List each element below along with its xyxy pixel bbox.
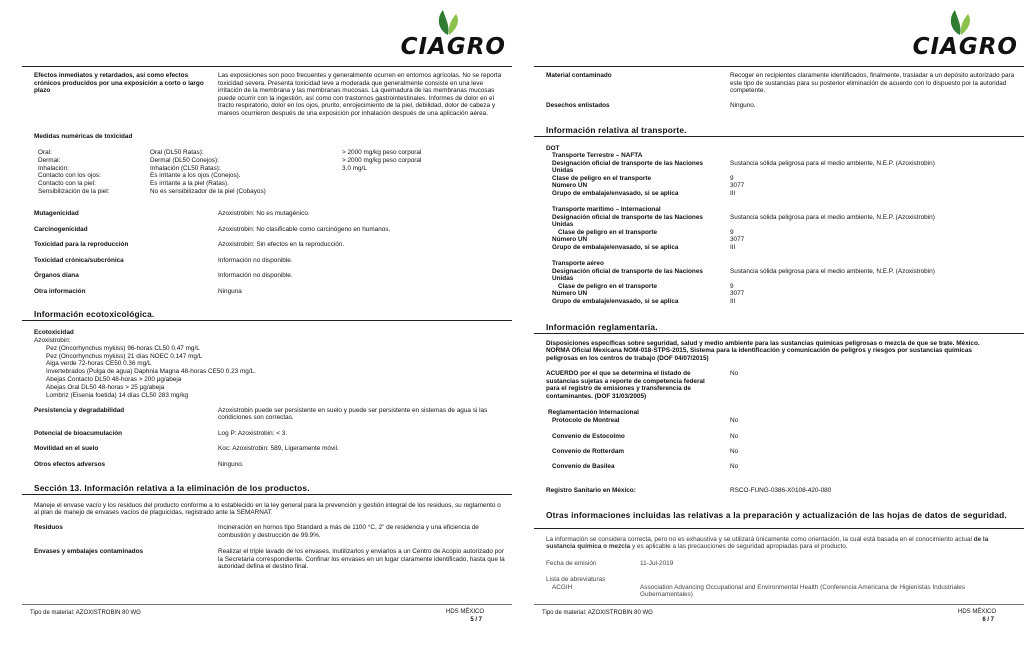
acuerdo-label: ACUERDO por el que se determina el listado de sustancias sujetas a reporte de competencia federal para el registro de emisiones y transferencia de contaminantes. (DOF 31/03/2005) xyxy=(546,370,705,400)
transport-un-label: Número UN xyxy=(552,182,588,189)
prop-label: Órganos diana xyxy=(34,272,79,279)
efectos-value: Las exposiciones son poco frecuentes y generalmente ocurren en entornos agrícolas. No se reporta toxicidad severa. Presenta toxicidad leve a moderada que generalmente consiste en una leve irritación de la membrana y las membranas mucosas. La quemadura de las membranas mucosas puede ocurrir con la ingestión, así como con trastornos gastrointestinales. Informes de dolor en el tracto respiratorio, dolor en los ojos, prurito, enrojecimiento de la piel, debilidad, dolor de cabeza y mareos ocurrieron después de una exposición por inhalación después de una aplicación aérea. xyxy=(218,72,502,117)
footer-material: Tipo de material: AZOXISTROBIN 80 WG xyxy=(542,610,653,616)
transport-group-label: Grupo de embalaje/envasado, si se aplica xyxy=(552,190,679,197)
eco-line: Lombriz (Eisenia foetida) 14 días CL50 283 mg/kg xyxy=(46,391,189,399)
transport-title: Información relativa al transporte. xyxy=(546,125,687,135)
eco-line: Azoxistrobin: xyxy=(34,337,71,344)
eco-line: Alga verde 72-horas CE50 0.36 mg/L xyxy=(46,360,152,368)
transport-group-label: Grupo de embalaje/envasado, si se aplica xyxy=(552,244,679,251)
eco-prop-label: Otros efectos adversos xyxy=(34,461,106,468)
tox-result: > 2000 mg/kg peso corporal xyxy=(342,156,422,164)
prop-label: Toxicidad crónica/subcrónica xyxy=(34,257,124,264)
transport-name-label: Designación oficial de transporte de las Naciones Unidas xyxy=(552,160,703,175)
tox-route: Contacto con la piel: xyxy=(38,180,96,188)
header-rule xyxy=(534,66,1024,67)
registro-label: Registro Sanitario en México: xyxy=(546,487,636,494)
convenio-value: No xyxy=(730,433,739,440)
eco-prop-value: Ninguno. xyxy=(218,461,244,468)
prop-label: Otra información xyxy=(34,288,86,295)
residuos-label: Residuos xyxy=(34,524,63,531)
fecha-label: Fecha de emisión xyxy=(546,560,597,567)
sec13-rule xyxy=(22,494,512,495)
tox-route: Dermal: xyxy=(38,156,61,164)
fecha-value: 11-Jul-2019 xyxy=(640,560,674,567)
envases-value: Realizar el triple lavado de los envases, inutilizarlos y enviarlos a un Centro de Acopio autorizado por la Secretaría correspondiente. Confinar los envases en un lugar claramente identificado, hasta que la autoridad defina el destino final. xyxy=(218,548,505,571)
footer-page: 5 / 7 xyxy=(470,617,482,623)
prop-value: Ninguna xyxy=(218,288,242,295)
otras-rule xyxy=(534,528,1024,529)
transport-rule xyxy=(534,136,1024,137)
efectos-label: Efectos inmediatos y retardados, así como efectos crónicos producidos por una exposición a corto o largo plazo xyxy=(34,72,204,95)
eco-line: Invertebrados (Pulga de agua) Daphnia Magna 48-horas CE50 0.23 mg/L. xyxy=(46,368,256,376)
abrev-label: Lista de abreviaturas xyxy=(546,576,606,583)
eco-line: Abejas Oral DL50 48-horas > 25 µg/abeja xyxy=(46,383,165,391)
ecotox-label: Ecotoxicidad xyxy=(34,329,74,336)
reg-title: Información reglamentaria. xyxy=(546,322,658,332)
reg-intro: Disposiciones específicas sobre seguridad, salud y medio ambiente para las sustancias químicas peligrosas o mezcla de que se trate. México. NORMA Oficial Mexicana NOM-018-STPS-2015, Sistema para la identificación y comunicación de peligros y riesgos por sustancias químicas peligrosas en los centros de trabajo (DOF 04/07/2015) xyxy=(546,340,980,362)
transport-group-label: Grupo de embalaje/envasado, si se aplica xyxy=(552,298,679,305)
footer-rule xyxy=(534,604,1024,605)
header-rule xyxy=(22,66,512,67)
transport-group-value: III xyxy=(730,244,736,251)
dot-label: DOT xyxy=(546,145,560,152)
desechos-value: Ninguno. xyxy=(730,102,756,109)
transport-group-value: III xyxy=(730,298,736,305)
transport-un-label: Número UN xyxy=(552,290,588,297)
reg-rule xyxy=(534,333,1024,334)
prop-value: Información no disponible. xyxy=(218,272,293,279)
transport-group-value: III xyxy=(730,190,736,197)
eco-prop-label: Movilidad en el suelo xyxy=(34,445,99,452)
brand-name: CIAGRO xyxy=(400,34,506,60)
tox-route: Inhalación: xyxy=(38,164,69,172)
transport-name-label: Designación oficial de transporte de las Naciones Unidas xyxy=(552,214,703,229)
eco-prop-label: Potencial de bioacumulación xyxy=(34,430,123,437)
prop-value: Azoxistrobin: No es mutagénico. xyxy=(218,210,310,217)
eco-title: Información ecotoxicológica. xyxy=(34,309,155,319)
transport-class-value: 9 xyxy=(730,283,734,290)
transport-class-label: Clase de peligro en el transporte xyxy=(558,229,658,236)
envases-label: Envases y embalajes contaminados xyxy=(34,548,144,555)
transport-class-label: Clase de peligro en el transporte xyxy=(552,175,652,182)
eco-line: Abejas Contacto DL50 48-horas > 200 µg/abeja xyxy=(46,376,182,383)
sec13-title: Sección 13. Información relativa a la eliminación de los productos. xyxy=(34,483,310,493)
convenio-label: Convenio de Basilea xyxy=(552,463,615,470)
transport-un-value: 3077 xyxy=(730,290,745,297)
tox-result: 3.0 mg/L xyxy=(342,164,367,172)
otras-text-c: y es aplicable a las precauciones de seguridad apropiadas para el producto. xyxy=(630,543,848,551)
transport-name-value: Sustancia sólida peligrosa para el medio ambiente, N.E.P. (Azoxistrobin) xyxy=(730,268,935,275)
tox-test: Inhalación (CL50 Ratas): xyxy=(150,164,221,172)
transport-un-value: 3077 xyxy=(730,182,745,189)
reg-int-label: Reglamentación Internacional xyxy=(548,409,639,416)
tox-result: > 2000 mg/kg peso corporal xyxy=(342,149,422,156)
transport-name-label: Designación oficial de transporte de las Naciones Unidas xyxy=(552,268,703,283)
footer-material: Tipo de material: AZOXISTROBIN 80 WG xyxy=(30,610,141,616)
sds-page-6 xyxy=(534,0,1024,663)
acuerdo-value: No xyxy=(730,370,739,377)
prop-label: Toxicidad para la reproducción xyxy=(34,241,129,248)
tox-test: Oral (DL50 Ratas): xyxy=(150,149,204,156)
abrev-term: ACGIH xyxy=(552,584,573,591)
transport-mode: Transporte aéreo xyxy=(552,260,604,267)
brand-logo xyxy=(908,8,1018,60)
eco-prop-label: Persistencia y degradabilidad xyxy=(34,407,125,414)
registro-value: RSCO-FUNG-0386-X0108-420-080 xyxy=(730,487,832,494)
transport-class-value: 9 xyxy=(730,175,734,182)
prop-value: Información no disponible. xyxy=(218,257,293,264)
eco-prop-value: Koc: Azoxistrobin: 589, Ligeramente móvil. xyxy=(218,445,339,452)
material-value: Recoger en recipientes claramente identificados, finalmente, trasladar a un depósito autorizado para este tipo de sustancias para su posterior eliminación de acuerdo con lo dispuesto por la autoridad competente. xyxy=(730,72,1015,95)
tox-route: Oral: xyxy=(38,149,52,156)
convenio-label: Convenio de Estocolmo xyxy=(552,433,625,440)
transport-mode: Transporte marítimo – Internacional xyxy=(552,206,661,213)
leaf-icon xyxy=(946,8,976,36)
tox-test: No es sensibilizador de la piel (Cobayos) xyxy=(150,188,266,195)
abrev-def: Association Advancing Occupational and Environmental Health (Conferencia Americana de Higienistas Industriales Gubernamentales) xyxy=(640,584,966,599)
footer-rule xyxy=(22,604,512,605)
desechos-label: Desechos enlistados xyxy=(546,102,610,109)
residuos-value: Incineración en hornos tipo Standard a más de 1100 °C, 2" de residencia y una eficiencia de combustión y destrucción de 99.9%. xyxy=(218,524,479,539)
otras-text xyxy=(546,536,1006,551)
brand-logo xyxy=(396,8,506,60)
tox-route: Sensibilización de la piel: xyxy=(38,188,110,195)
tox-route: Contacto con los ojos: xyxy=(38,172,101,180)
tox-test: Es irritante a los ojos (Conejos). xyxy=(150,172,241,180)
convenio-label: Convenio de Rotterdam xyxy=(552,448,625,455)
transport-un-value: 3077 xyxy=(730,236,745,243)
transport-un-label: Número UN xyxy=(552,236,588,243)
convenio-value: No xyxy=(730,448,739,455)
transport-mode: Transporte Terrestre – NAFTA xyxy=(552,152,643,159)
leaf-icon xyxy=(434,8,464,36)
prop-label: Mutagenicidad xyxy=(34,210,79,217)
otras-title: Otras informaciones incluidas las relativas a la preparación y actualización de las hojas de datos de seguridad. xyxy=(546,510,1007,520)
sec13-intro: Maneje el envase vacío y los residuos del producto conforme a lo establecido en la ley general para la prevención y gestión integral de los residuos, su reglamento o al plan de manejo de envases vacíos de plaguicidas, registrado ante la SEMARNAT. xyxy=(34,502,501,517)
convenio-value: No xyxy=(730,417,739,424)
tox-test: Es irritante a la piel (Ratas). xyxy=(150,180,229,188)
material-label: Material contaminado xyxy=(546,72,612,79)
otras-text-b: de la sustancia química o mezcla xyxy=(546,536,989,551)
tox-test: Dermal (DL50 Conejos): xyxy=(150,156,219,164)
convenio-value: No xyxy=(730,463,739,470)
transport-class-label: Clase de peligro en el transporte xyxy=(558,283,658,290)
transport-name-value: Sustancia sólida peligrosa para el medio ambiente, N.E.P. (Azoxistrobin) xyxy=(730,214,935,221)
eco-rule xyxy=(22,320,512,321)
footer-hds: HDS MÉXICO xyxy=(957,609,996,615)
convenio-label: Protocolo de Montreal xyxy=(552,417,620,424)
eco-prop-value: Log P: Azoxistrobin: < 3. xyxy=(218,430,288,437)
eco-line: Pez (Oncorhynchus mykiss) 21 días NOEC 0.147 mg/L xyxy=(46,352,203,360)
prop-value: Azoxistrobin: Sin efectos en la reproducción. xyxy=(218,241,345,248)
prop-value: Azoxistrobin: No clasificable como carcinógeno en humanos. xyxy=(218,226,391,233)
prop-label: Carcinogenicidad xyxy=(34,226,88,233)
otras-text-a: La información se considera correcta, pero no es exhaustiva y se utilizará únicamente como orientación, la cual está basada en el conocimiento actual xyxy=(546,536,974,543)
eco-prop-value: Azoxistrobin puede ser persistente en suelo y puede ser persistente en sistemas de agua si las condiciones son correctas. xyxy=(218,407,488,422)
footer-hds: HDS MÉXICO xyxy=(445,609,484,615)
sds-page-5 xyxy=(22,0,512,663)
eco-line: Pez (Oncorhynchus mykiss) 96-horas CL50 0.47 mg/L xyxy=(46,344,200,352)
brand-name: CIAGRO xyxy=(912,34,1018,60)
transport-class-value: 9 xyxy=(730,229,734,236)
medidas-title: Medidas numéricas de toxicidad xyxy=(34,133,133,140)
transport-name-value: Sustancia sólida peligrosa para el medio ambiente, N.E.P. (Azoxistrobin) xyxy=(730,160,935,167)
footer-page: 6 / 7 xyxy=(982,617,994,623)
